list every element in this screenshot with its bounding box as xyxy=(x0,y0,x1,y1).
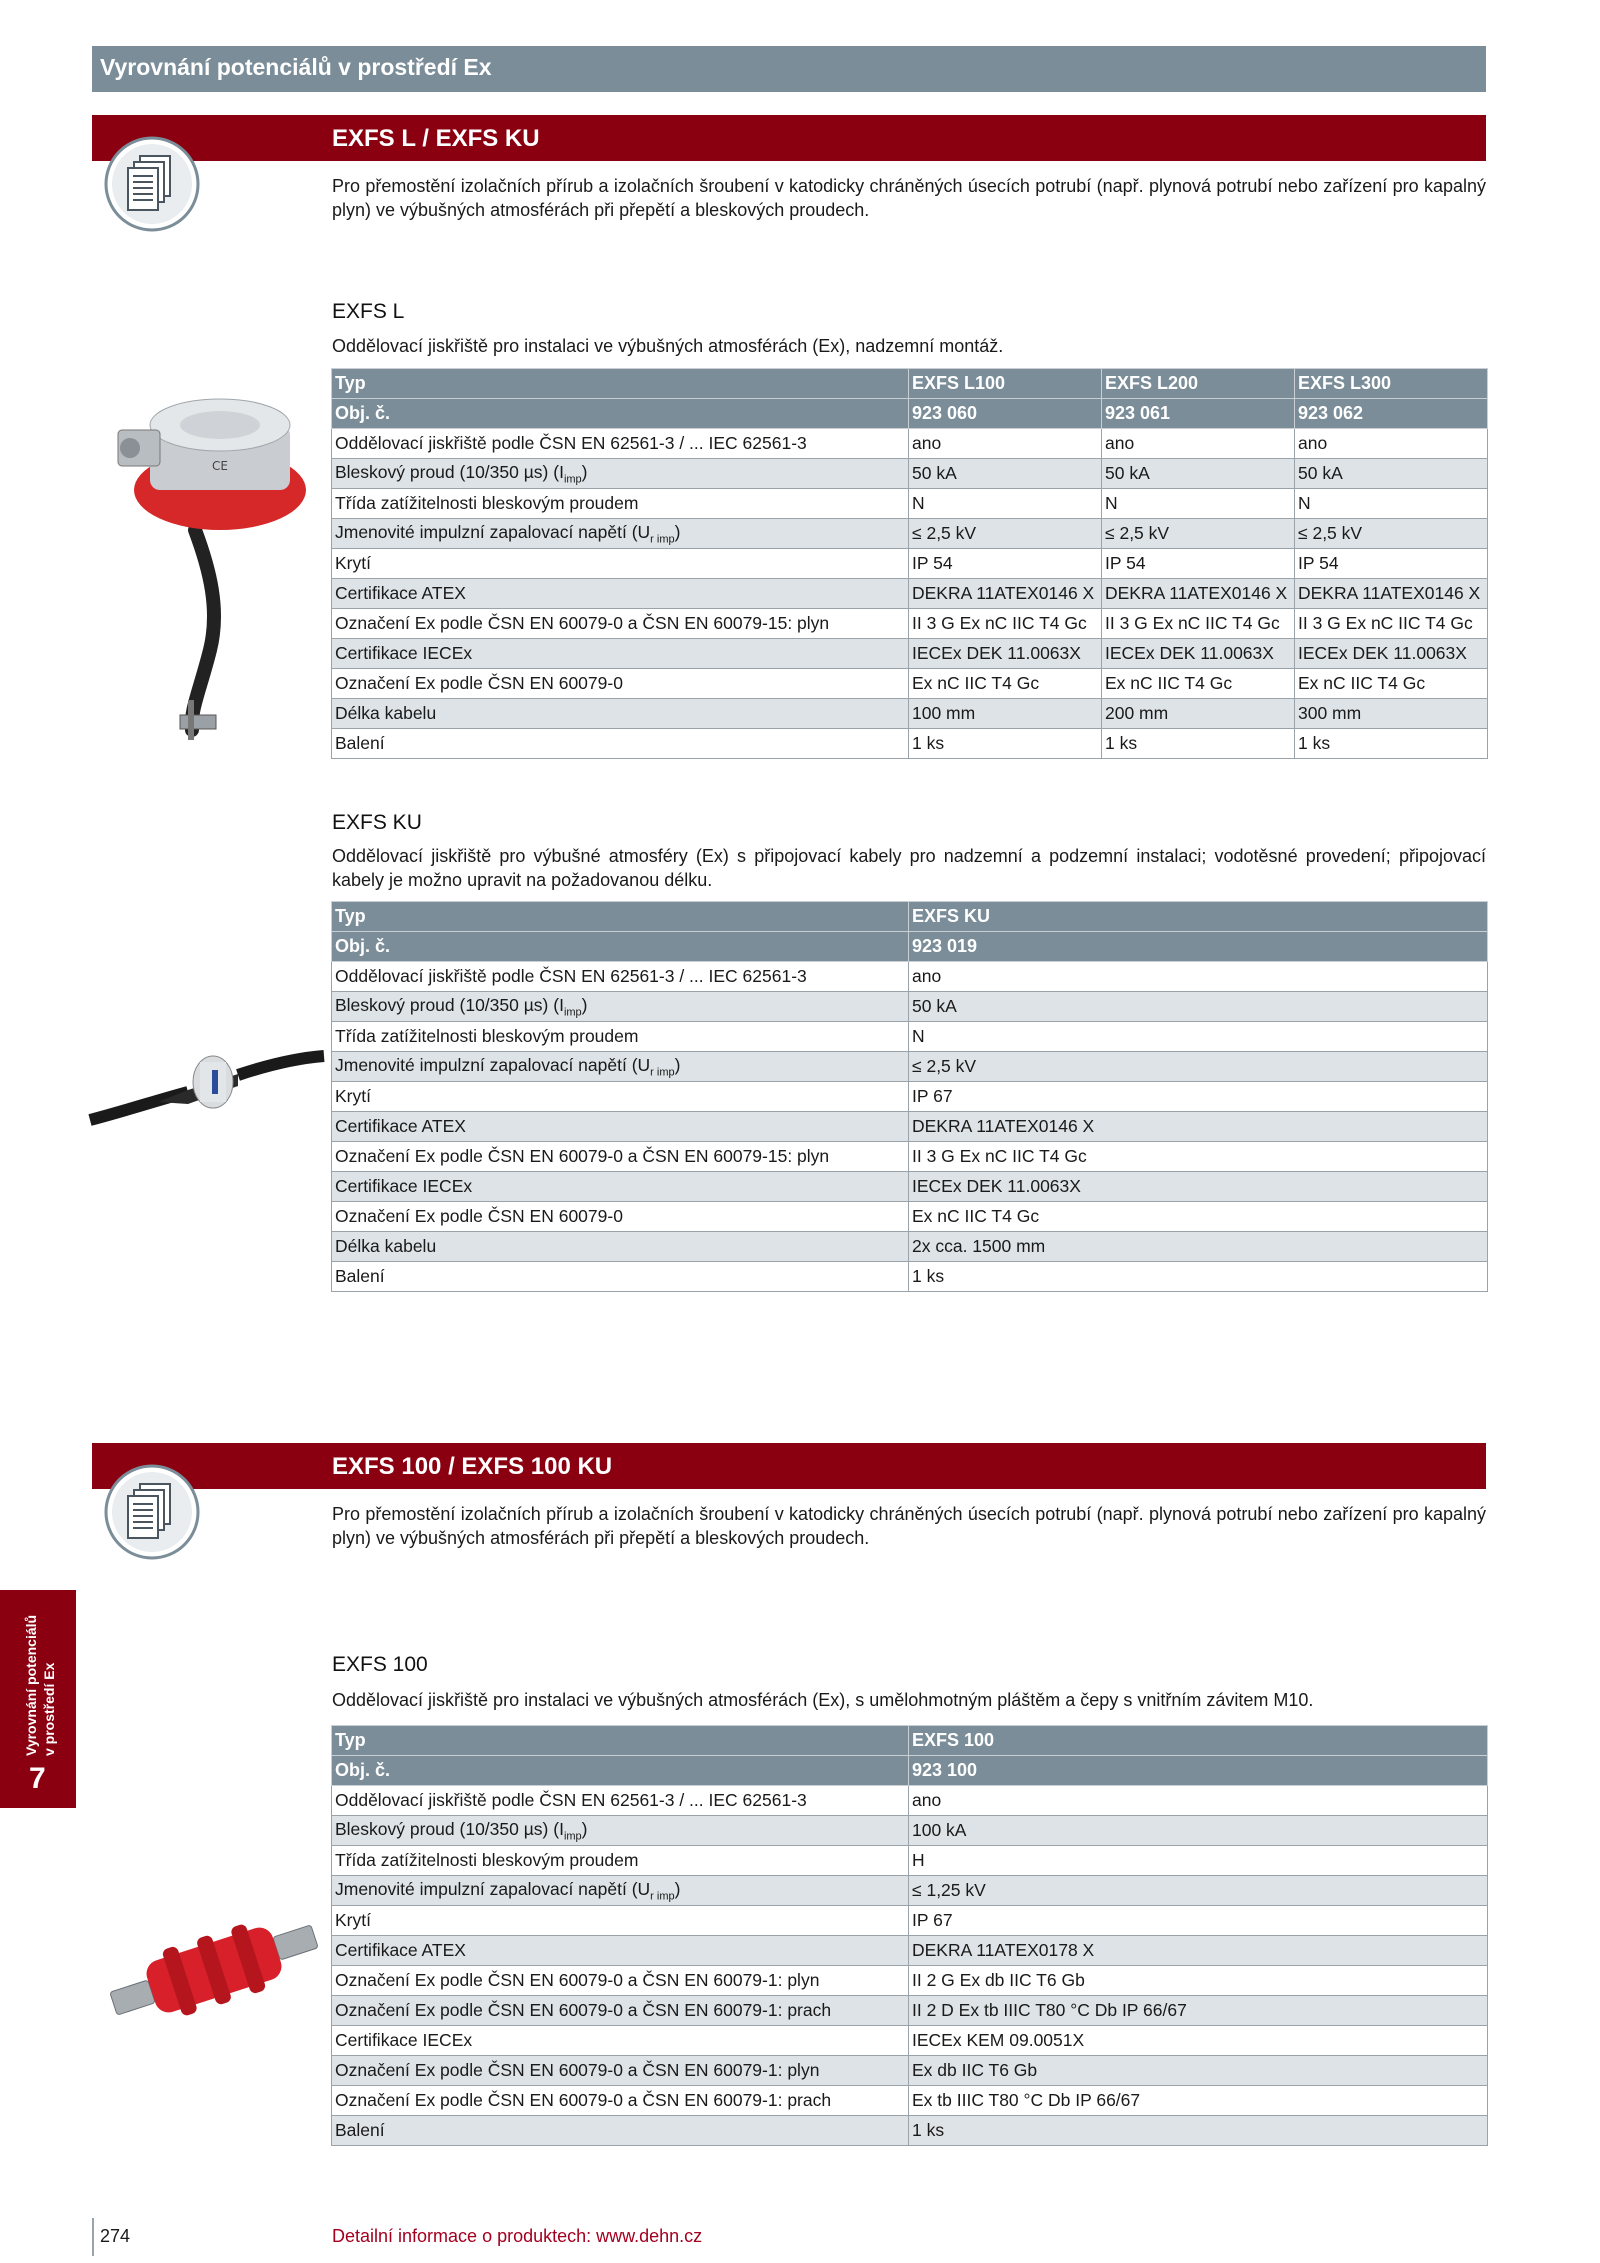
value-cell: 50 kA xyxy=(1102,459,1295,489)
obj-label: Obj. č. xyxy=(332,1756,909,1786)
page-header-title: Vyrovnání potenciálů v prostředí Ex xyxy=(100,54,492,80)
row-label: Označení Ex podle ČSN EN 60079-0 xyxy=(332,1202,909,1232)
table-row xyxy=(332,459,1488,489)
table-row xyxy=(332,1966,1488,1996)
value-cell: ≤ 2,5 kV xyxy=(909,1052,1488,1082)
table-row xyxy=(332,1232,1488,1262)
value-cell: DEKRA 11ATEX0146 X xyxy=(909,579,1102,609)
row-label: Krytí xyxy=(332,1082,909,1112)
table-row xyxy=(332,2116,1488,2146)
value-cell: ano xyxy=(909,1786,1488,1816)
documents-icon xyxy=(104,1464,200,1560)
value-cell: II 3 G Ex nC IIC T4 Gc xyxy=(909,1142,1488,1172)
value-cell: II 2 D Ex tb IIIC T80 °C Db IP 66/67 xyxy=(909,1996,1488,2026)
value-cell: IP 54 xyxy=(1295,549,1488,579)
row-label: Jmenovité impulzní zapalovací napětí $(U_{r imp})$ xyxy=(332,519,909,549)
row-label: Třída zatížitelnosti bleskovým proudem xyxy=(332,1022,909,1052)
typ-label: Typ xyxy=(332,902,909,932)
row-label: Označení Ex podle ČSN EN 60079-0 a ČSN EN 60079-15: plyn xyxy=(332,1142,909,1172)
value-cell: ano xyxy=(909,429,1102,459)
value-cell: IP 54 xyxy=(909,549,1102,579)
row-label: Certifikace IECEx xyxy=(332,1172,909,1202)
value-cell: ≤ 1,25 kV xyxy=(909,1876,1488,1906)
row-label: Jmenovité impulzní zapalovací napětí $(U_{r imp})$ xyxy=(332,1052,909,1082)
order-number-row xyxy=(332,932,1488,962)
row-label: Balení xyxy=(332,2116,909,2146)
value-cell: 50 kA xyxy=(909,459,1102,489)
section-intro: Pro přemostění izolačních přírub a izolačních šroubení v katodicky chráněných úsecích potrubí (např. plynová potrubí nebo zařízení pro kapalný plyn) ve výbušných atmosférách při přepětí a bleskových proudech. xyxy=(332,176,1486,220)
value-cell: 1 ks xyxy=(909,1262,1488,1292)
table-row xyxy=(332,1906,1488,1936)
table-row xyxy=(332,1082,1488,1112)
value-cell: 50 kA xyxy=(909,992,1488,1022)
table-row xyxy=(332,1202,1488,1232)
row-label: Označení Ex podle ČSN EN 60079-0 a ČSN EN 60079-15: plyn xyxy=(332,609,909,639)
type-cell: EXFS L100 xyxy=(909,369,1102,399)
value-cell: Ex tb IIIC T80 °C Db IP 66/67 xyxy=(909,2086,1488,2116)
order-number-cell: 923 060 xyxy=(909,399,1102,429)
spec-table-exfs-ku xyxy=(331,901,1488,1292)
value-cell: II 2 G Ex db IIC T6 Gb xyxy=(909,1966,1488,1996)
value-cell: 1 ks xyxy=(909,2116,1488,2146)
table-row xyxy=(332,1996,1488,2026)
spec-table-exfs-l xyxy=(331,368,1488,759)
section-title: EXFS L / EXFS KU xyxy=(332,125,540,152)
side-tab-line1: Vyrovnání potenciálů xyxy=(23,1614,39,1756)
product-title-exfs-l: EXFS L xyxy=(332,300,405,323)
value-cell: ano xyxy=(1295,429,1488,459)
row-label: Délka kabelu xyxy=(332,1232,909,1262)
table-row xyxy=(332,992,1488,1022)
value-cell: 300 mm xyxy=(1295,699,1488,729)
section-title: EXFS 100 / EXFS 100 KU xyxy=(332,1453,613,1480)
type-cell: EXFS L300 xyxy=(1295,369,1488,399)
value-cell: ano xyxy=(1102,429,1295,459)
row-label: Označení Ex podle ČSN EN 60079-0 a ČSN EN 60079-1: plyn xyxy=(332,2056,909,2086)
row-label: Certifikace IECEx xyxy=(332,639,909,669)
value-cell: 1 ks xyxy=(1102,729,1295,759)
obj-label: Obj. č. xyxy=(332,932,909,962)
value-cell: ≤ 2,5 kV xyxy=(1295,519,1488,549)
side-tab-line2: v prostředí Ex xyxy=(41,1662,57,1756)
type-cell: EXFS 100 xyxy=(909,1726,1488,1756)
page-number: 274 xyxy=(100,2226,131,2246)
svg-text:CE: CE xyxy=(212,459,228,473)
value-cell: N xyxy=(909,489,1102,519)
value-cell: H xyxy=(909,1846,1488,1876)
footer-divider xyxy=(92,2218,94,2256)
value-cell: 100 kA xyxy=(909,1816,1488,1846)
value-cell: IP 67 xyxy=(909,1082,1488,1112)
table-row xyxy=(332,549,1488,579)
row-label: Označení Ex podle ČSN EN 60079-0 xyxy=(332,669,909,699)
table-row xyxy=(332,519,1488,549)
table-row xyxy=(332,609,1488,639)
table-row xyxy=(332,1846,1488,1876)
row-label: Certifikace ATEX xyxy=(332,1936,909,1966)
table-row xyxy=(332,729,1488,759)
spec-rows xyxy=(332,429,1488,759)
page-header xyxy=(92,46,1486,92)
typ-label: Typ xyxy=(332,1726,909,1756)
order-number-cell: 923 100 xyxy=(909,1756,1488,1786)
spec-rows xyxy=(332,1786,1488,2146)
value-cell: IP 54 xyxy=(1102,549,1295,579)
exfs-ku-product-image xyxy=(88,1020,328,1140)
table-header-row xyxy=(332,902,1488,932)
order-number-row xyxy=(332,1756,1488,1786)
value-cell: IECEx DEK 11.0063X xyxy=(1295,639,1488,669)
spec-table-exfs-100 xyxy=(331,1725,1488,2146)
obj-label: Obj. č. xyxy=(332,399,909,429)
product-desc-exfs-l: Oddělovací jiskřiště pro instalaci ve výbušných atmosférách (Ex), nadzemní montáž. xyxy=(332,336,1004,356)
order-number-cell: 923 062 xyxy=(1295,399,1488,429)
row-label: Oddělovací jiskřiště podle ČSN EN 62561-3 / ... IEC 62561-3 xyxy=(332,1786,909,1816)
value-cell: N xyxy=(1102,489,1295,519)
type-cell: EXFS KU xyxy=(909,902,1488,932)
value-cell: DEKRA 11ATEX0146 X xyxy=(1102,579,1295,609)
row-label: Krytí xyxy=(332,1906,909,1936)
table-row xyxy=(332,1876,1488,1906)
value-cell: DEKRA 11ATEX0178 X xyxy=(909,1936,1488,1966)
row-label: Oddělovací jiskřiště podle ČSN EN 62561-3 / ... IEC 62561-3 xyxy=(332,962,909,992)
table-row xyxy=(332,1172,1488,1202)
table-row xyxy=(332,1112,1488,1142)
chapter-side-tab[interactable] xyxy=(0,1590,76,1808)
row-label: Jmenovité impulzní zapalovací napětí $(U_{r imp})$ xyxy=(332,1876,909,1906)
row-label: Certifikace IECEx xyxy=(332,2026,909,2056)
row-label: Označení Ex podle ČSN EN 60079-0 a ČSN EN 60079-1: prach xyxy=(332,1996,909,2026)
spec-rows xyxy=(332,962,1488,1292)
exfs-l-product-image xyxy=(100,380,320,760)
section-intro: Pro přemostění izolačních přírub a izolačních šroubení v katodicky chráněných úsecích potrubí (např. plynová potrubí nebo zařízení pro kapalný plyn) ve výbušných atmosférách při přepětí a bleskových proudech. xyxy=(332,1504,1486,1548)
exfs-100-product-image xyxy=(104,1905,324,2035)
value-cell: Ex nC IIC T4 Gc xyxy=(909,669,1102,699)
row-label: Délka kabelu xyxy=(332,699,909,729)
table-row xyxy=(332,669,1488,699)
value-cell: ano xyxy=(909,962,1488,992)
value-cell: DEKRA 11ATEX0146 X xyxy=(909,1112,1488,1142)
order-number-cell: 923 019 xyxy=(909,932,1488,962)
row-label: Oddělovací jiskřiště podle ČSN EN 62561-3 / ... IEC 62561-3 xyxy=(332,429,909,459)
value-cell: Ex nC IIC T4 Gc xyxy=(1295,669,1488,699)
table-row xyxy=(332,962,1488,992)
table-row xyxy=(332,579,1488,609)
table-row xyxy=(332,1142,1488,1172)
value-cell: 1 ks xyxy=(909,729,1102,759)
documents-icon xyxy=(104,136,200,232)
value-cell: Ex db IIC T6 Gb xyxy=(909,2056,1488,2086)
row-label: Bleskový proud (10/350 µs) $(I_{imp})$ xyxy=(332,992,909,1022)
row-label: Balení xyxy=(332,1262,909,1292)
table-row xyxy=(332,2056,1488,2086)
value-cell: ≤ 2,5 kV xyxy=(1102,519,1295,549)
table-header-row xyxy=(332,369,1488,399)
table-row xyxy=(332,699,1488,729)
product-desc-exfs-100: Oddělovací jiskřiště pro instalaci ve výbušných atmosférách (Ex), s umělohmotným pláštěm a čepy s vnitřním závitem M10. xyxy=(332,1690,1314,1710)
product-title-exfs-100: EXFS 100 xyxy=(332,1653,428,1676)
value-cell: II 3 G Ex nC IIC T4 Gc xyxy=(1295,609,1488,639)
footer-website-link[interactable]: Detailní informace o produktech: www.dehn.cz xyxy=(332,2226,703,2246)
value-cell: Ex nC IIC T4 Gc xyxy=(909,1202,1488,1232)
typ-label: Typ xyxy=(332,369,909,399)
value-cell: Ex nC IIC T4 Gc xyxy=(1102,669,1295,699)
section-bar-exfs-l-ku xyxy=(92,115,1486,161)
row-label: Označení Ex podle ČSN EN 60079-0 a ČSN EN 60079-1: prach xyxy=(332,2086,909,2116)
table-row xyxy=(332,2086,1488,2116)
value-cell: IP 67 xyxy=(909,1906,1488,1936)
table-row xyxy=(332,639,1488,669)
value-cell: DEKRA 11ATEX0146 X xyxy=(1295,579,1488,609)
row-label: Bleskový proud (10/350 µs) $(I_{imp})$ xyxy=(332,1816,909,1846)
row-label: Třída zatížitelnosti bleskovým proudem xyxy=(332,489,909,519)
value-cell: 1 ks xyxy=(1295,729,1488,759)
value-cell: IECEx DEK 11.0063X xyxy=(909,1172,1488,1202)
table-row xyxy=(332,1262,1488,1292)
value-cell: IECEx DEK 11.0063X xyxy=(1102,639,1295,669)
value-cell: 2x cca. 1500 mm xyxy=(909,1232,1488,1262)
order-number-cell: 923 061 xyxy=(1102,399,1295,429)
table-row xyxy=(332,2026,1488,2056)
row-label: Označení Ex podle ČSN EN 60079-0 a ČSN EN 60079-1: plyn xyxy=(332,1966,909,1996)
value-cell: IECEx KEM 09.0051X xyxy=(909,2026,1488,2056)
table-row xyxy=(332,1786,1488,1816)
chapter-side-label xyxy=(0,1590,76,1760)
row-label: Bleskový proud (10/350 µs) $(I_{imp})$ xyxy=(332,459,909,489)
value-cell: II 3 G Ex nC IIC T4 Gc xyxy=(1102,609,1295,639)
value-cell: N xyxy=(1295,489,1488,519)
row-label: Balení xyxy=(332,729,909,759)
value-cell: 100 mm xyxy=(909,699,1102,729)
order-number-row xyxy=(332,399,1488,429)
type-cell: EXFS L200 xyxy=(1102,369,1295,399)
row-label: Krytí xyxy=(332,549,909,579)
value-cell: ≤ 2,5 kV xyxy=(909,519,1102,549)
value-cell: IECEx DEK 11.0063X xyxy=(909,639,1102,669)
table-row xyxy=(332,1022,1488,1052)
table-row xyxy=(332,429,1488,459)
chapter-number: 7 xyxy=(29,1762,46,1795)
product-title-exfs-ku: EXFS KU xyxy=(332,811,422,834)
table-row xyxy=(332,489,1488,519)
table-row xyxy=(332,1936,1488,1966)
row-label: Třída zatížitelnosti bleskovým proudem xyxy=(332,1846,909,1876)
value-cell: N xyxy=(909,1022,1488,1052)
table-row xyxy=(332,1052,1488,1082)
section-bar-exfs-100 xyxy=(92,1443,1486,1489)
value-cell: 50 kA xyxy=(1295,459,1488,489)
table-row xyxy=(332,1816,1488,1846)
table-header-row xyxy=(332,1726,1488,1756)
value-cell: 200 mm xyxy=(1102,699,1295,729)
product-desc-exfs-ku: Oddělovací jiskřiště pro výbušné atmosféry (Ex) s připojovací kabely pro nadzemní a podzemní instalaci; vodotěsné provedení; připojovací kabely je možno upravit na požadovanou délku. xyxy=(332,846,1486,890)
row-label: Certifikace ATEX xyxy=(332,579,909,609)
row-label: Certifikace ATEX xyxy=(332,1112,909,1142)
value-cell: II 3 G Ex nC IIC T4 Gc xyxy=(909,609,1102,639)
